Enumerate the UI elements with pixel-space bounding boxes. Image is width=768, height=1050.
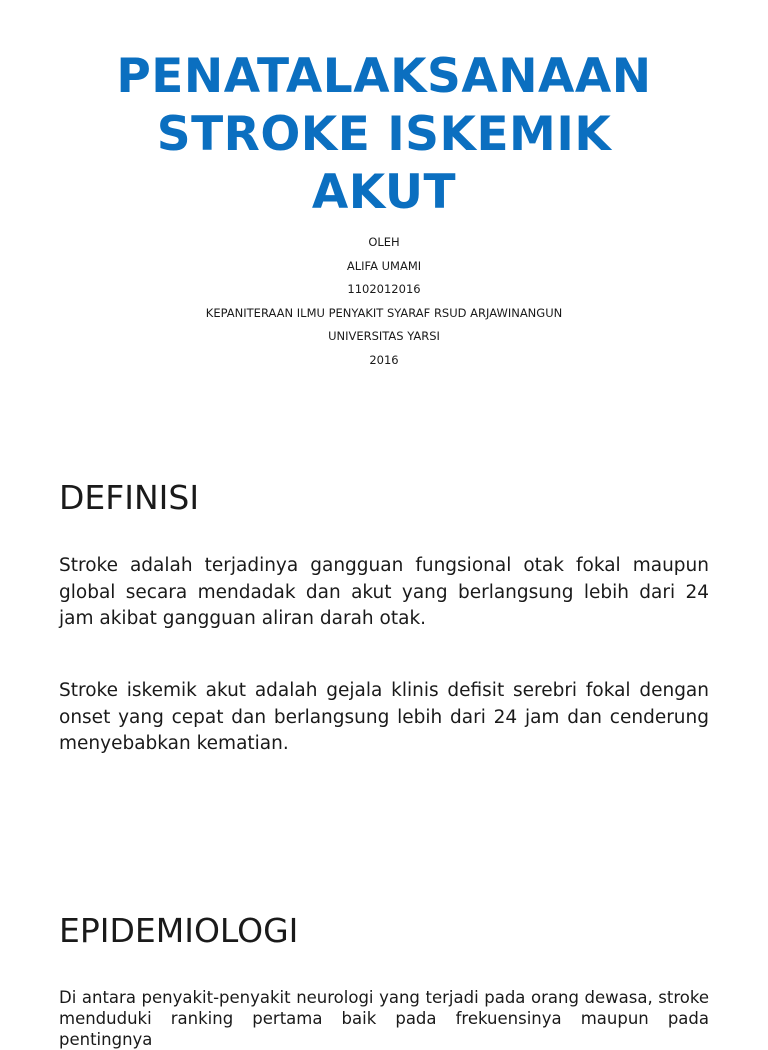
cover-title-line-1: PENATALAKSANAAN	[116, 49, 652, 104]
meta-university: UNIVERSITAS YARSI	[328, 329, 440, 343]
cover-title-line-3: AKUT	[311, 165, 457, 220]
meta-by: OLEH	[368, 235, 400, 249]
cover-title	[40, 48, 728, 222]
cover-title-line-2: STROKE ISKEMIK	[156, 107, 612, 162]
meta-year: 2016	[369, 352, 399, 367]
epidemiologi-paragraph: Di antara penyakit-penyakit neurologi yang terjadi pada orang dewasa, stroke menduduki ranking pertama baik pada frekuensinya maupun pada pentingnya	[59, 988, 709, 1049]
meta-department: KEPANITERAAN ILMU PENYAKIT SYARAF RSUD ARJAWINANGUN	[205, 305, 563, 320]
meta-author: ALIFA UMAMI	[346, 258, 422, 273]
definisi-paragraph-1: Stroke adalah terjadinya gangguan fungsional otak fokal maupun global secara mendadak dan akut yang berlangsung lebih dari 24 jam akibat gangguan aliran darah otak.	[59, 555, 709, 629]
definisi-heading: DEFINISI	[59, 478, 200, 517]
epidemiologi-heading: EPIDEMIOLOGI	[59, 911, 299, 950]
cover-meta	[100, 231, 668, 372]
definisi-paragraph-2: Stroke iskemik akut adalah gejala klinis defisit serebri fokal dengan onset yang cepat dan berlangsung lebih dari 24 jam dan cenderung menyebabkan kematian.	[59, 680, 709, 754]
meta-student-id: 1102012016	[347, 282, 421, 296]
